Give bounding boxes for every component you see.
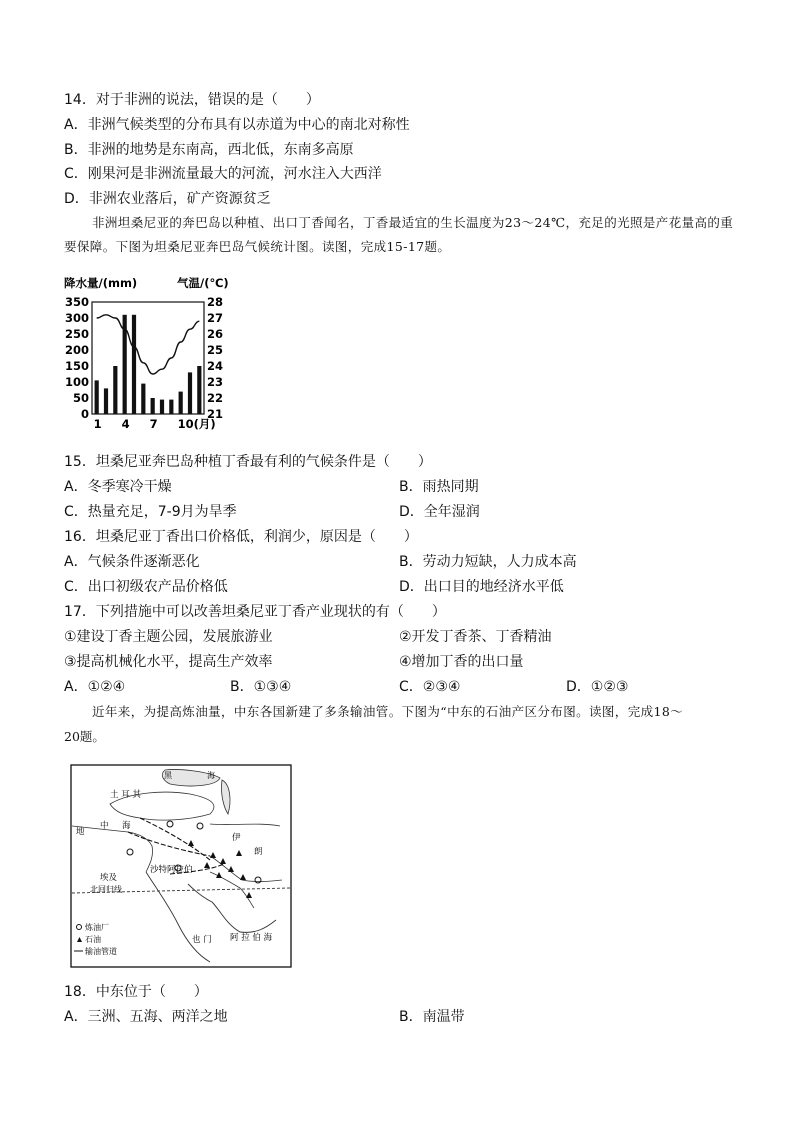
left-tick-label: 50	[72, 391, 89, 405]
mideast-oil-map	[70, 764, 292, 968]
intro-paragraph-clove: 非洲坦桑尼亚的奔巴岛以种植、出口丁香闻名，丁香最适宜的生长温度为23～24℃，充足的光照是产花量高的重要保障。下图为坦桑尼亚奔巴岛气候统计图。读图，完成15-17题。	[64, 215, 734, 254]
label-saudi: 沙特阿拉伯	[150, 865, 193, 875]
precipitation-bar	[160, 400, 164, 414]
q14-stem: 14．对于非洲的说法，错误的是（ ）	[64, 92, 320, 108]
climate-chart	[62, 272, 242, 432]
right-tick-label: 22	[207, 391, 224, 405]
left-tick-label: 350	[64, 295, 89, 309]
precipitation-bar	[169, 400, 173, 414]
x-tick-label: 1	[93, 417, 102, 431]
chart-frame	[92, 302, 204, 414]
q15-stem: 15．坦桑尼亚奔巴岛种植丁香最有利的气候条件是（ ）	[64, 454, 432, 470]
q18-stem: 18．中东位于（ ）	[64, 984, 208, 1000]
chart-ylabel-left: 降水量/(mm)	[64, 276, 138, 290]
q17-item-4: ④增加丁香的出口量	[399, 654, 524, 670]
precipitation-bar	[179, 392, 183, 414]
temperature-curve	[97, 315, 200, 374]
label-yemen: 也 门	[192, 935, 212, 945]
q15-option-c: C．热量充足，7-9月为旱季	[64, 504, 237, 520]
legend-pipeline: 输油管道	[85, 947, 117, 956]
q17-option-c: C．②③④	[399, 679, 461, 695]
q17-stem: 17．下列措施中可以改善坦桑尼亚丁香产业现状的有（ ）	[64, 604, 446, 620]
precipitation-bar	[113, 366, 117, 414]
q14-option-d: D．非洲农业落后，矿产资源贫乏	[64, 191, 271, 207]
intro-paragraph-mideast-line2: 20题。	[64, 729, 105, 744]
left-tick-label: 250	[64, 327, 89, 341]
q17-option-b: B．①③④	[230, 679, 292, 695]
q15-option-b: B．雨热同期	[399, 479, 479, 495]
left-tick-label: 100	[64, 375, 89, 389]
label-med-3: 海	[122, 821, 131, 831]
q16-option-b: B．劳动力短缺，人力成本高	[399, 554, 577, 570]
q16-option-d: D．出口目的地经济水平低	[399, 579, 564, 595]
right-tick-label: 27	[207, 311, 224, 325]
q17-item-2: ②开发丁香茶、丁香精油	[399, 629, 552, 645]
label-med-2: 中	[100, 821, 109, 831]
precipitation-bar	[197, 366, 201, 414]
right-tick-label: 23	[207, 375, 224, 389]
right-tick-label: 25	[207, 343, 224, 357]
right-tick-label: 24	[207, 359, 224, 373]
q17-option-a: A．①②④	[64, 679, 126, 695]
label-black-sea-2: 海	[207, 771, 215, 780]
q17-item-1: ①建设丁香主题公园，发展旅游业	[64, 629, 273, 645]
label-turkey: 土 耳 其	[110, 790, 141, 800]
x-tick-label: 4	[121, 417, 130, 431]
label-med-1: 地	[76, 827, 85, 837]
precipitation-bar	[95, 380, 99, 414]
label-black-sea-1: 黑	[164, 771, 172, 780]
q17-option-d: D．①②③	[566, 679, 629, 695]
q18-option-a: A．三洲、五海、两洋之地	[64, 1009, 228, 1025]
label-tropic: 北回归线	[90, 885, 122, 894]
left-tick-label: 300	[64, 311, 89, 325]
x-tick-label: 10(月)	[177, 417, 216, 431]
q14-option-a: A．非洲气候类型的分布具有以赤道为中心的南北对称性	[64, 117, 410, 133]
left-tick-label: 0	[80, 407, 89, 421]
label-arabian-sea: 阿 拉 伯 海	[230, 933, 273, 943]
precipitation-bar	[141, 384, 145, 414]
label-iran-1: 伊	[232, 833, 241, 843]
legend-refinery: 炼油厂	[85, 923, 109, 932]
q16-stem: 16．坦桑尼亚丁香出口价格低，利润少，原因是（ ）	[64, 529, 418, 545]
right-tick-label: 26	[207, 327, 224, 341]
q14-option-c: C．刚果河是非洲流量最大的河流，河水注入大西洋	[64, 166, 382, 182]
chart-ylabel-right: 气温/(℃)	[177, 276, 229, 290]
right-tick-label: 28	[207, 295, 224, 309]
label-iran-2: 朗	[254, 847, 263, 857]
q15-option-a: A．冬季寒冷干燥	[64, 479, 172, 495]
left-tick-label: 150	[64, 359, 89, 373]
label-egypt: 埃及	[100, 873, 118, 883]
q16-option-c: C．出口初级农产品价格低	[64, 579, 228, 595]
q17-item-3: ③提高机械化水平，提高生产效率	[64, 654, 273, 670]
precipitation-bar	[132, 315, 136, 414]
legend-oil: 石油	[85, 935, 101, 944]
x-tick-label: 7	[149, 417, 158, 431]
right-tick-label: 21	[207, 407, 224, 421]
intro-paragraph-mideast-line1: 近年来，为提高炼油量，中东各国新建了多条输油管。下图为“中东的石油产区分布图。读图，完成18～	[92, 704, 684, 719]
q15-option-d: D．全年湿润	[399, 504, 480, 520]
q18-option-b: B．南温带	[399, 1009, 465, 1025]
left-tick-label: 200	[64, 343, 89, 357]
q14-option-b: B．非洲的地势是东南高，西北低，东南多高原	[64, 142, 354, 158]
q16-option-a: A．气候条件逐渐恶化	[64, 554, 200, 570]
precipitation-bar	[151, 398, 155, 414]
precipitation-bar	[188, 372, 192, 414]
precipitation-bar	[104, 388, 108, 414]
